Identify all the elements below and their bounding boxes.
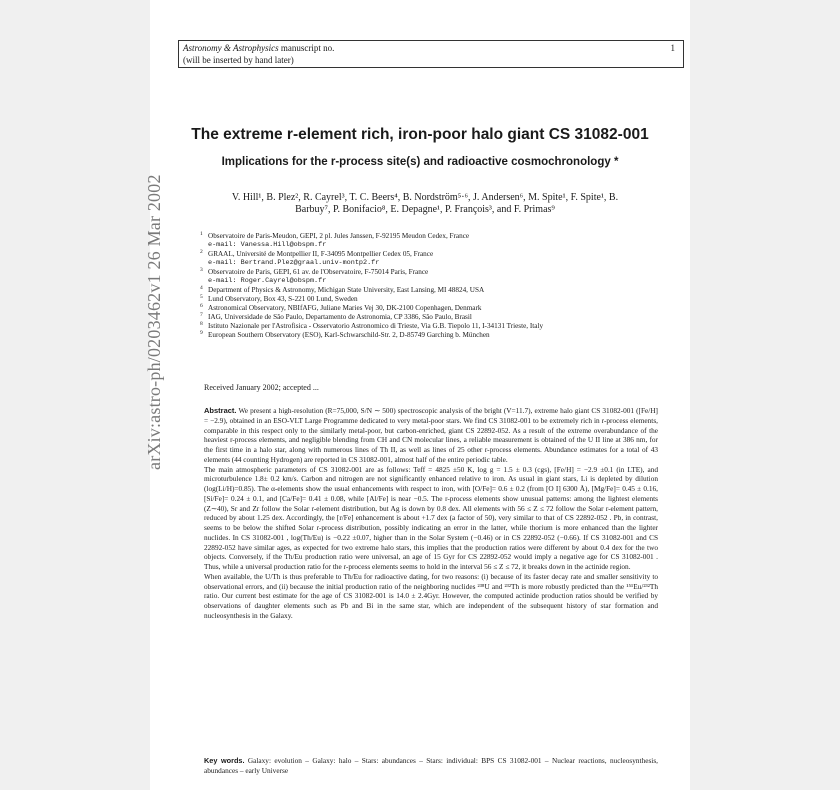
affiliation-item <box>200 232 660 250</box>
authors-line-2: Barbuy⁷, P. Bonifacio⁸, E. Depagne¹, P. François³, and F. Primas⁹ <box>295 204 555 215</box>
paper-title: The extreme r-element rich, iron-poor halo giant CS 31082-001 <box>191 126 649 143</box>
affiliation-text: European Southern Observatory (ESO), Karl-Schwarschild-Str. 2, D-85749 Garching b. München <box>208 331 490 339</box>
affiliation-number: 7 <box>200 312 203 318</box>
affiliation-text: IAG, Universidade de São Paulo, Departamento de Astronomia, CP 3386, São Paulo, Brasil <box>208 313 472 321</box>
abstract <box>204 406 658 621</box>
affiliation-number: 6 <box>200 303 203 309</box>
abstract-paragraph-1 <box>204 406 658 465</box>
keywords-label: Key words. <box>204 756 245 765</box>
received-date: Received January 2002; accepted ... <box>204 383 319 392</box>
abstract-paragraph-2: The main atmospheric parameters of CS 31082-001 are as follows: Teff = 4825 ±50 K, log g = 1.5 ± 0.3 (cgs), [Fe/H] = −2.9 ±0.1 (in LTE), and microturbulence 1.8± 0.2 km/s. Carbon and nitrogen are not significantly enhanced relative to iron. As usual in giant stars, Li is depleted by dilution (log(Li/H)=0.85). The α-elements show the usual enhancements with respect to iron, with [O/Fe]= 0.6 ± 0.2 (from [O I] 6300 Å), [Mg/Fe]= 0.45 ± 0.16, [Si/Fe]= 0.24 ± 0.1, and [Ca/Fe]= 0.41 ± 0.08, while [Al/Fe] is near −0.5. The r-process elements show unusual patterns: among the lightest elements (Z∼40), Sr and Zr follow the Solar r-element distribution, but Ag is down by 0.8 dex. All elements with 56 ≤ Z ≤ 72 follow the Solar r-element pattern, reduced by about 1.25 dex. Accordingly, the [r/Fe] enhancement is about +1.7 dex (a factor of 50), very similar to that of CS 22892-052 . Pb, in contrast, seems to be below the shifted Solar r-process distribution, possibly indicating an error in the latter, while thorium is more enhanced than the lighter nuclides. In CS 31082-001 , log(Th/Eu) is −0.22 ±0.07, higher than in the Solar System (−0.46) or in CS 22892-052 (−0.66). If CS 31082-001 and CS 22892-052 have similar ages, as expected for two extreme halo stars, this implies that the production ratios were different by about 0.4 dex for the two objects. Conversely, if the Th/Eu production ratio were universal, an age of 15 Gyr for CS 22892-052 would imply a negative age for CS 31082-001 . Thus, while a universal production ratio for the r-process elements seems to hold in the interval 56 ≤ Z ≤ 72, it breaks down in the actinide region. <box>204 464 658 571</box>
affiliation-item <box>200 304 660 313</box>
abstract-text-1: We present a high-resolution (R=75,000, S/N ∼ 500) spectroscopic analysis of the bright (V=11.7), extreme halo giant CS 31082-001 ([Fe/H] = −2.9), obtained in an ESO-VLT Large Programme dedicated to very metal-poor stars. We find CS 31082-001 to be extremely rich in r-process elements, comparable in this respect only to the similarly metal-poor, but carbon-enriched, giant CS 22892-052. As a result of the extreme overabundance of the heaviest r-process elements, and negligible blending from CH and CN molecular lines, a reliable measurement is obtained of the U II line at 386 nm, for the first time in a halo star, along with numerous lines of Th II, as well as lines of 25 other r-process elements. Abundance estimates for a total of 43 elements (44 counting Hydrogen) are reported in CS 31082-001, almost half of the entire periodic table. <box>204 406 658 464</box>
manuscript-no: manuscript no. <box>278 43 335 53</box>
affiliation-email: e-mail: Roger.Cayrel@obspm.fr <box>208 277 327 285</box>
keywords <box>204 756 658 775</box>
affiliation-text: Astronomical Observatory, NBIfAFG, Juliane Maries Vej 30, DK-2100 Copenhagen, Denmark <box>208 304 482 312</box>
affiliation-email: e-mail: Bertrand.Plez@graal.univ-montp2.fr <box>208 259 380 267</box>
affiliation-item <box>200 250 660 268</box>
affiliation-number: 5 <box>200 294 203 300</box>
journal-header-box <box>178 40 684 68</box>
affiliation-text: Istituto Nazionale per l'Astrofisica - Osservatorio Astronomico di Trieste, Via G.B. Tiepolo 11, I-34131 Trieste, Italy <box>208 322 544 330</box>
page-number: 1 <box>670 43 675 53</box>
affiliation-number: 9 <box>200 330 203 336</box>
affiliation-item <box>200 331 660 340</box>
affiliation-item <box>200 295 660 304</box>
affiliation-text: GRAAL, Université de Montpellier II, F-34095 Montpellier Cedex 05, France <box>208 250 434 258</box>
paper-subtitle: Implications for the r-process site(s) and radioactive cosmochronology * <box>221 156 619 168</box>
journal-line-1 <box>183 42 679 54</box>
journal-line-2: (will be inserted by hand later) <box>183 55 294 65</box>
affiliation-text: Observatoire de Paris-Meudon, GEPI, 2 pl. Jules Janssen, F-92195 Meudon Cedex, France <box>208 232 470 240</box>
affiliation-text: Lund Observatory, Box 43, S-221 00 Lund, Sweden <box>208 295 358 303</box>
affiliation-item <box>200 268 660 286</box>
author-list <box>190 192 660 216</box>
abstract-paragraph-3: When available, the U/Th is thus preferable to Th/Eu for radioactive dating, for two reasons: (i) because of its faster decay rate and smaller sensitivity to observational errors, and (ii) because the initial production ratio of the neighboring nuclides ²³⁸U and ²³²Th is more robustly predicted than the ¹⁵¹Eu/²³²Th ratio. Our current best estimate for the age of CS 31082-001 is 14.0 ± 2.4Gyr. However, the computed actinide production ratios should be verified by observations of daughter elements such as Pb and Bi in the same star, which are independent of the subsequent history of star formation and nucleosynthesis in the Galaxy. <box>204 571 658 620</box>
affiliation-text: Observatoire de Paris, GEPI, 61 av. de l'Observatoire, F-75014 Paris, France <box>208 268 429 276</box>
affiliation-list <box>200 232 660 340</box>
affiliation-item <box>200 286 660 295</box>
affiliation-item <box>200 313 660 322</box>
arxiv-sidebar-stamp: arXiv:astro-ph/0203462v1 26 Mar 2002 <box>144 174 164 470</box>
affiliation-number: 8 <box>200 321 203 327</box>
affiliation-item <box>200 322 660 331</box>
affiliation-number: 4 <box>200 285 203 291</box>
paper-page <box>150 0 690 790</box>
authors-line-1: V. Hill¹, B. Plez², R. Cayrel³, T. C. Beers⁴, B. Nordström⁵·⁶, J. Andersen⁶, M. Spite¹, F. Spite¹, B. <box>231 192 619 203</box>
affiliation-email: e-mail: Vanessa.Hill@obspm.fr <box>208 241 327 249</box>
affiliation-text: Department of Physics & Astronomy, Michigan State University, East Lansing, MI 48824, USA <box>208 286 485 294</box>
affiliation-number: 3 <box>200 267 203 273</box>
affiliation-number: 2 <box>200 249 203 255</box>
keywords-text: Galaxy: evolution – Galaxy: halo – Stars: abundances – Stars: individual: BPS CS 31082-001 – Nuclear reactions, nucleosynthesis, abundances – early Universe <box>204 756 658 775</box>
affiliation-number: 1 <box>200 231 203 237</box>
abstract-label: Abstract. <box>204 406 237 415</box>
journal-name: Astronomy & Astrophysics <box>183 43 279 53</box>
